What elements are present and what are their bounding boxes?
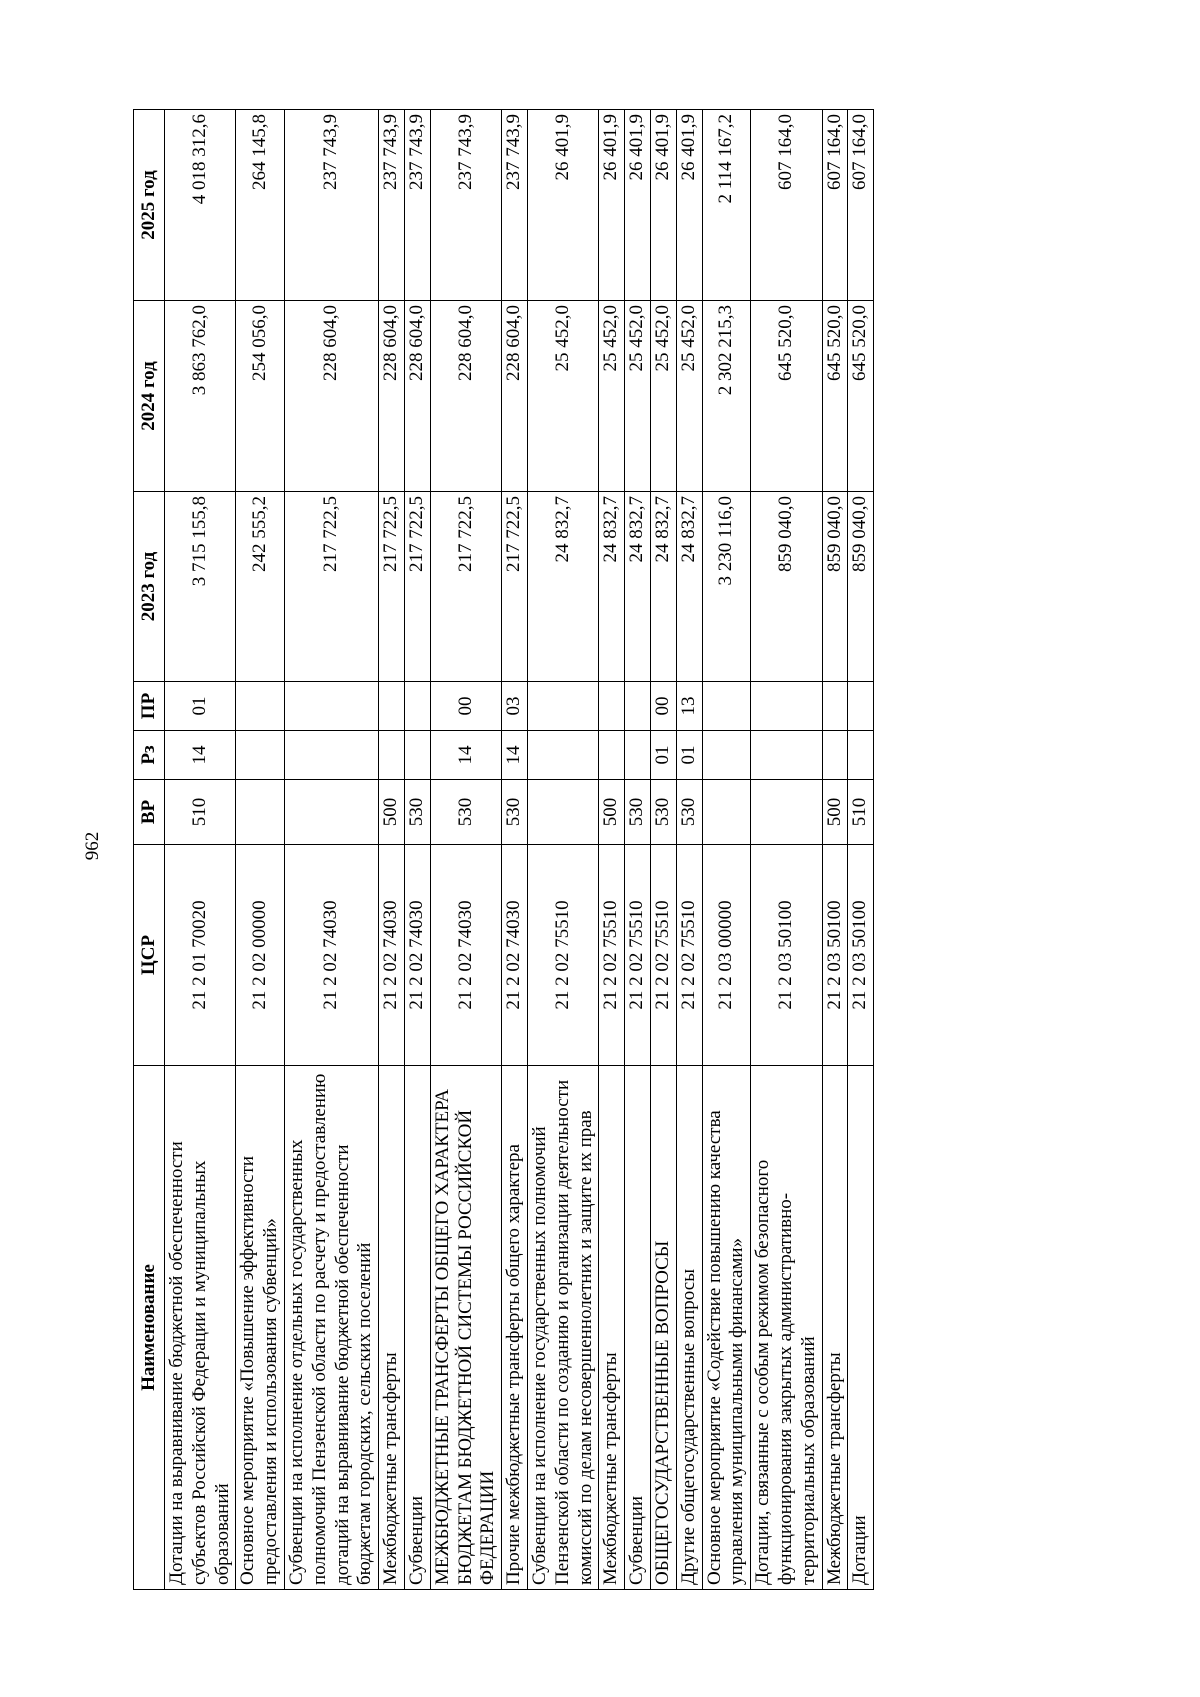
cell-csr: 21 2 02 74030 — [404, 845, 430, 1066]
cell-2024: 3 863 762,0 — [165, 301, 236, 492]
cell-name: Субвенции — [404, 1066, 430, 1590]
cell-2023: 24 832,7 — [625, 492, 651, 682]
cell-name: ОБЩЕГОСУДАРСТВЕННЫЕ ВОПРОСЫ — [650, 1066, 676, 1590]
cell-name: Субвенции на исполнение отдельных государственных полномочий Пензенской области по расчету и предоставлению дотаций на выравнивание бюджетной обеспеченности бюджетам городских, сельских поселений — [284, 1066, 378, 1590]
cell-rz — [751, 731, 822, 780]
cell-2025: 264 145,8 — [236, 110, 285, 301]
cell-2025: 237 743,9 — [430, 110, 501, 301]
cell-csr: 21 2 02 74030 — [379, 845, 405, 1066]
cell-csr: 21 2 02 75510 — [676, 845, 702, 1066]
cell-2023: 3 230 116,0 — [702, 492, 751, 682]
cell-csr: 21 2 02 74030 — [430, 845, 501, 1066]
cell-2024: 228 604,0 — [502, 301, 528, 492]
header-2024: 2024 год — [134, 301, 165, 492]
cell-2023: 217 722,5 — [379, 492, 405, 682]
rotated-table-container — [133, 110, 1023, 1590]
table-row — [676, 110, 702, 1590]
cell-name: Другие общегосударственные вопросы — [676, 1066, 702, 1590]
cell-2023: 217 722,5 — [430, 492, 501, 682]
cell-csr: 21 2 02 00000 — [236, 845, 285, 1066]
cell-rz — [625, 731, 651, 780]
cell-pr — [404, 682, 430, 731]
cell-2025: 4 018 312,6 — [165, 110, 236, 301]
cell-2025: 237 743,9 — [502, 110, 528, 301]
cell-2023: 242 555,2 — [236, 492, 285, 682]
cell-2023: 24 832,7 — [650, 492, 676, 682]
cell-vr: 510 — [165, 780, 236, 845]
table-row — [430, 110, 501, 1590]
cell-rz: 01 — [650, 731, 676, 780]
cell-csr: 21 2 02 74030 — [502, 845, 528, 1066]
cell-2023: 859 040,0 — [751, 492, 822, 682]
cell-pr — [702, 682, 751, 731]
cell-rz — [822, 731, 848, 780]
cell-2024: 645 520,0 — [822, 301, 848, 492]
cell-csr: 21 2 03 50100 — [822, 845, 848, 1066]
header-rz: Рз — [134, 731, 165, 780]
page-number: 962 — [82, 831, 103, 861]
cell-rz — [527, 731, 598, 780]
cell-2024: 254 056,0 — [236, 301, 285, 492]
cell-csr: 21 2 01 70020 — [165, 845, 236, 1066]
cell-rz — [404, 731, 430, 780]
cell-name: Дотации, связанные с особым режимом безопасного функционирования закрытых административно-территориальных образований — [751, 1066, 822, 1590]
table-row — [848, 110, 874, 1590]
cell-2025: 607 164,0 — [822, 110, 848, 301]
cell-2025: 607 164,0 — [751, 110, 822, 301]
cell-vr — [236, 780, 285, 845]
cell-rz: 14 — [430, 731, 501, 780]
cell-pr — [527, 682, 598, 731]
table-row — [527, 110, 598, 1590]
header-name: Наименование — [134, 1066, 165, 1590]
cell-vr: 530 — [502, 780, 528, 845]
cell-name: Межбюджетные трансферты — [379, 1066, 405, 1590]
cell-pr: 01 — [165, 682, 236, 731]
cell-2025: 2 114 167,2 — [702, 110, 751, 301]
cell-name: Дотации — [848, 1066, 874, 1590]
cell-2025: 237 743,9 — [379, 110, 405, 301]
cell-2025: 237 743,9 — [284, 110, 378, 301]
cell-vr: 530 — [430, 780, 501, 845]
cell-2023: 859 040,0 — [822, 492, 848, 682]
cell-vr: 500 — [599, 780, 625, 845]
cell-vr — [751, 780, 822, 845]
cell-2024: 228 604,0 — [404, 301, 430, 492]
table-header-row — [134, 110, 165, 1590]
table-row — [650, 110, 676, 1590]
header-vr: ВР — [134, 780, 165, 845]
cell-2024: 2 302 215,3 — [702, 301, 751, 492]
cell-rz — [599, 731, 625, 780]
cell-pr: 00 — [430, 682, 501, 731]
cell-csr: 21 2 03 00000 — [702, 845, 751, 1066]
cell-2025: 26 401,9 — [599, 110, 625, 301]
budget-table — [133, 109, 874, 1590]
cell-2025: 26 401,9 — [625, 110, 651, 301]
cell-2024: 25 452,0 — [650, 301, 676, 492]
cell-2024: 645 520,0 — [848, 301, 874, 492]
cell-vr: 530 — [676, 780, 702, 845]
cell-2023: 3 715 155,8 — [165, 492, 236, 682]
cell-vr: 510 — [848, 780, 874, 845]
cell-pr — [848, 682, 874, 731]
cell-pr: 13 — [676, 682, 702, 731]
cell-name: Прочие межбюджетные трансферты общего характера — [502, 1066, 528, 1590]
cell-pr — [625, 682, 651, 731]
cell-vr — [527, 780, 598, 845]
cell-vr: 530 — [625, 780, 651, 845]
cell-2024: 25 452,0 — [625, 301, 651, 492]
table-row — [751, 110, 822, 1590]
cell-pr: 03 — [502, 682, 528, 731]
cell-2025: 26 401,9 — [527, 110, 598, 301]
cell-vr — [284, 780, 378, 845]
cell-2024: 25 452,0 — [676, 301, 702, 492]
cell-2025: 26 401,9 — [650, 110, 676, 301]
cell-2024: 645 520,0 — [751, 301, 822, 492]
cell-name: Основное мероприятие «Повышение эффективности предоставления и использования субвенций» — [236, 1066, 285, 1590]
cell-pr: 00 — [650, 682, 676, 731]
table-row — [379, 110, 405, 1590]
cell-2023: 24 832,7 — [599, 492, 625, 682]
cell-2023: 217 722,5 — [502, 492, 528, 682]
cell-2025: 607 164,0 — [848, 110, 874, 301]
cell-rz — [284, 731, 378, 780]
cell-name: Субвенции на исполнение государственных полномочий Пензенской области по созданию и организации деятельности комиссий по делам несовершеннолетних и защите их прав — [527, 1066, 598, 1590]
header-csr: ЦСР — [134, 845, 165, 1066]
cell-pr — [284, 682, 378, 731]
table-row — [165, 110, 236, 1590]
cell-pr — [751, 682, 822, 731]
table-body — [165, 110, 874, 1590]
cell-csr: 21 2 02 75510 — [650, 845, 676, 1066]
cell-2024: 228 604,0 — [284, 301, 378, 492]
cell-rz — [379, 731, 405, 780]
cell-name: Межбюджетные трансферты — [822, 1066, 848, 1590]
cell-name: МЕЖБЮДЖЕТНЫЕ ТРАНСФЕРТЫ ОБЩЕГО ХАРАКТЕРА БЮДЖЕТАМ БЮДЖЕТНОЙ СИСТЕМЫ РОССИЙСКОЙ ФЕДЕРАЦИИ — [430, 1066, 501, 1590]
cell-rz: 14 — [502, 731, 528, 780]
cell-csr: 21 2 02 75510 — [599, 845, 625, 1066]
cell-rz — [702, 731, 751, 780]
cell-vr: 530 — [404, 780, 430, 845]
cell-pr — [599, 682, 625, 731]
table-row — [284, 110, 378, 1590]
table-row — [702, 110, 751, 1590]
cell-rz: 01 — [676, 731, 702, 780]
cell-rz — [236, 731, 285, 780]
cell-csr: 21 2 03 50100 — [751, 845, 822, 1066]
cell-2023: 217 722,5 — [284, 492, 378, 682]
table-row — [599, 110, 625, 1590]
cell-csr: 21 2 03 50100 — [848, 845, 874, 1066]
cell-rz: 14 — [165, 731, 236, 780]
table-row — [625, 110, 651, 1590]
cell-name: Межбюджетные трансферты — [599, 1066, 625, 1590]
cell-name: Субвенции — [625, 1066, 651, 1590]
cell-csr: 21 2 02 74030 — [284, 845, 378, 1066]
table-row — [822, 110, 848, 1590]
cell-2023: 859 040,0 — [848, 492, 874, 682]
cell-pr — [822, 682, 848, 731]
cell-name: Основное мероприятие «Содействие повышению качества управления муниципальными финансами» — [702, 1066, 751, 1590]
cell-vr — [702, 780, 751, 845]
header-2025: 2025 год — [134, 110, 165, 301]
cell-2024: 25 452,0 — [599, 301, 625, 492]
cell-2024: 228 604,0 — [379, 301, 405, 492]
cell-2023: 24 832,7 — [527, 492, 598, 682]
table-row — [236, 110, 285, 1590]
table-row — [404, 110, 430, 1590]
cell-2025: 237 743,9 — [404, 110, 430, 301]
table-row — [502, 110, 528, 1590]
cell-vr: 530 — [650, 780, 676, 845]
cell-pr — [236, 682, 285, 731]
header-pr: ПР — [134, 682, 165, 731]
cell-vr: 500 — [822, 780, 848, 845]
cell-2023: 24 832,7 — [676, 492, 702, 682]
cell-2023: 217 722,5 — [404, 492, 430, 682]
cell-csr: 21 2 02 75510 — [527, 845, 598, 1066]
cell-2024: 228 604,0 — [430, 301, 501, 492]
cell-2024: 25 452,0 — [527, 301, 598, 492]
cell-name: Дотации на выравнивание бюджетной обеспеченности субъектов Российской Федерации и муниципальных образований — [165, 1066, 236, 1590]
cell-2025: 26 401,9 — [676, 110, 702, 301]
header-2023: 2023 год — [134, 492, 165, 682]
cell-rz — [848, 731, 874, 780]
cell-vr: 500 — [379, 780, 405, 845]
cell-csr: 21 2 02 75510 — [625, 845, 651, 1066]
cell-pr — [379, 682, 405, 731]
